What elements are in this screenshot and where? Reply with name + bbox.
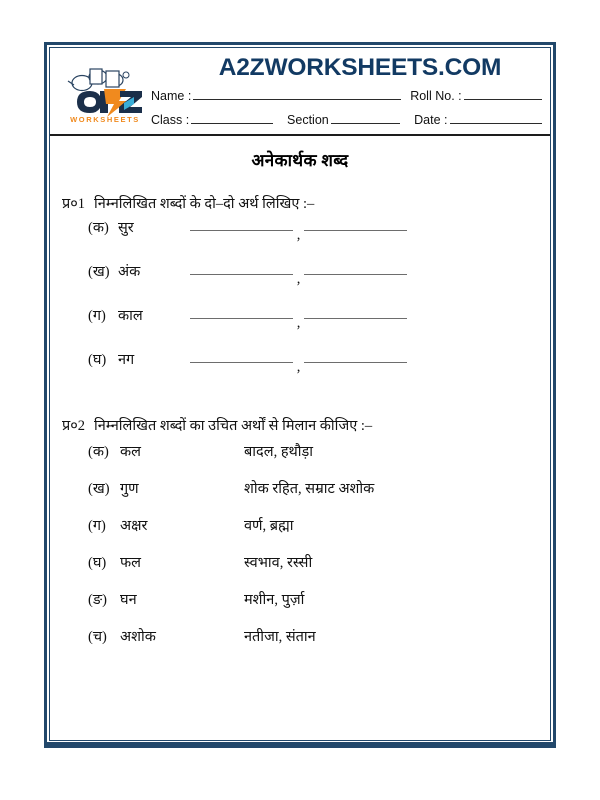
question-1 [50, 193, 550, 213]
header-field-row-2 [151, 111, 542, 127]
item-word[interactable]: अक्षर [120, 518, 148, 534]
list-item [50, 626, 550, 663]
question-1-items [50, 217, 550, 393]
item-meaning[interactable]: नतीजा, संतान [244, 629, 316, 645]
class-input[interactable] [191, 111, 273, 124]
answer-blank-2[interactable] [304, 263, 407, 275]
item-meaning[interactable]: स्वभाव, रस्सी [244, 555, 313, 571]
list-item [50, 515, 550, 552]
item-word: नग [118, 352, 135, 368]
list-item [50, 305, 550, 349]
answer-slots [190, 305, 407, 331]
item-marker: (च) [88, 629, 107, 645]
answer-blank-2[interactable] [304, 219, 407, 231]
list-item [50, 261, 550, 305]
roll-no-label: Roll No. : [410, 89, 462, 103]
question-2-number: प्र०2 [62, 418, 86, 434]
answer-separator: , [296, 227, 301, 243]
item-word[interactable]: कल [120, 444, 141, 460]
date-label: Date : [414, 113, 448, 127]
item-meaning[interactable]: शोक रहित, सम्राट अशोक [244, 481, 375, 497]
item-word: काल [118, 308, 143, 324]
answer-separator: , [296, 359, 301, 375]
item-marker: (ख) [88, 481, 110, 497]
name-input[interactable] [193, 87, 401, 100]
worksheet-body [50, 136, 550, 740]
list-item [50, 552, 550, 589]
brand-title: A2ZWORKSHEETS.COM [218, 54, 502, 81]
page-bottom-bar [44, 742, 556, 748]
item-marker: (क) [88, 444, 109, 460]
answer-blank-1[interactable] [190, 219, 293, 231]
item-marker: (घ) [88, 352, 107, 368]
item-word[interactable]: गुण [120, 481, 139, 497]
item-marker: (ङ) [88, 592, 107, 608]
list-item [50, 589, 550, 626]
question-2-text: निम्नलिखित शब्दों का उचित अर्थों से मिलान कीजिए :– [94, 418, 373, 434]
item-marker: (ग) [88, 308, 106, 324]
item-word[interactable]: फल [120, 555, 142, 571]
question-2-items [50, 441, 550, 663]
item-meaning[interactable]: वर्ण, ब्रह्मा [244, 518, 294, 534]
item-meaning[interactable]: मशीन, पुर्ज़ा [244, 592, 305, 608]
list-item [50, 349, 550, 393]
list-item [50, 217, 550, 261]
answer-slots [190, 349, 407, 375]
name-label: Name : [151, 89, 192, 103]
item-word[interactable]: अशोक [120, 629, 156, 645]
worksheet-header [50, 48, 550, 136]
item-marker: (घ) [88, 555, 107, 571]
item-marker: (ख) [88, 264, 110, 280]
item-meaning[interactable]: बादल, हथौड़ा [244, 444, 314, 460]
logo-subtext: WORKSHEETS [70, 115, 140, 124]
answer-blank-1[interactable] [190, 351, 293, 363]
logo-wordmark [77, 89, 142, 117]
roll-no-input[interactable] [464, 87, 542, 100]
item-word: अंक [118, 264, 141, 280]
date-input[interactable] [450, 111, 543, 124]
answer-blank-1[interactable] [190, 263, 293, 275]
class-label: Class : [151, 113, 190, 127]
answer-separator: , [296, 315, 301, 331]
section-input[interactable] [331, 111, 400, 124]
answer-blank-2[interactable] [304, 307, 407, 319]
question-1-text: निम्नलिखित शब्दों के दो–दो अर्थ लिखिए :– [94, 196, 315, 212]
answer-slots [190, 261, 407, 287]
item-marker: (ग) [88, 518, 106, 534]
worksheet-title: अनेकार्थक शब्द [251, 151, 349, 170]
section-label: Section [287, 113, 329, 127]
worksheet-inner-border [49, 47, 551, 741]
answer-slots [190, 217, 407, 243]
item-word[interactable]: घन [120, 592, 137, 608]
question-2 [50, 415, 550, 435]
answer-blank-1[interactable] [190, 307, 293, 319]
header-field-row-1 [151, 87, 542, 103]
answer-blank-2[interactable] [304, 351, 407, 363]
worksheet-page [44, 42, 556, 746]
item-marker: (क) [88, 220, 109, 236]
item-word: सुर [118, 220, 134, 236]
question-1-number: प्र०1 [62, 196, 86, 212]
list-item [50, 478, 550, 515]
answer-separator: , [296, 271, 301, 287]
a2z-worksheets-logo [60, 61, 150, 125]
list-item [50, 441, 550, 478]
logo-doodle-icon [68, 69, 129, 91]
